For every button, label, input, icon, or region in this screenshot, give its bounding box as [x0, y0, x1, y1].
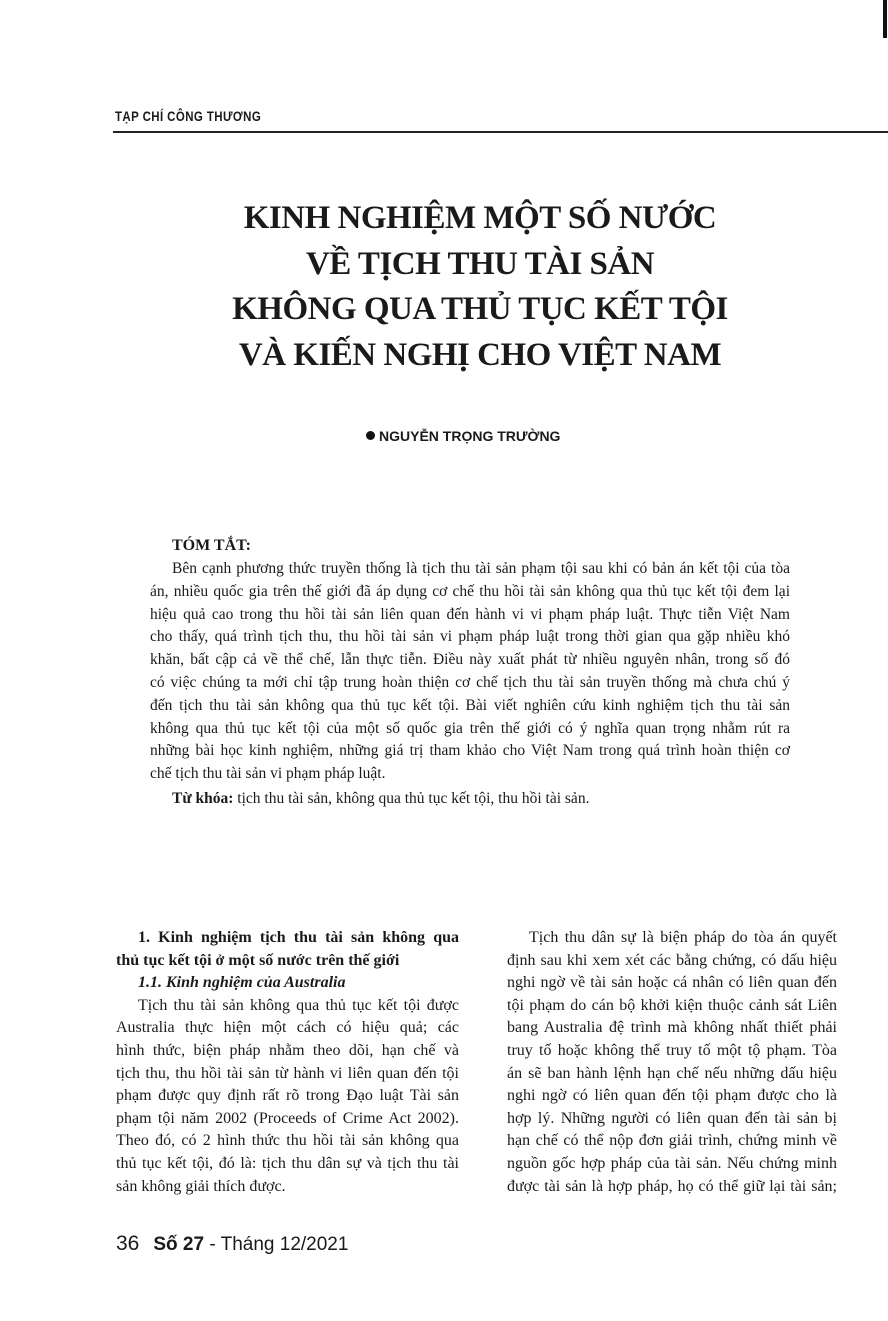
abstract-line: Bên cạnh phương thức truyền thống là tịch thu tài sản phạm tội sau khi có bản án kết tội của tòa — [172, 560, 790, 577]
title-line: VÀ KIẾN NGHỊ CHO VIỆT NAM — [238, 336, 722, 373]
abstract-line: cho thấy, quá trình tịch thu, thu hồi tài sản vi phạm pháp luật trong thời gian qua gặp nhiều khó — [150, 628, 790, 646]
keywords-text: tịch thu tài sản, không qua thủ tục kết tội, thu hồi tài sản. — [233, 789, 590, 807]
body-line: nguồn gốc hợp pháp của tài sản. Nếu chứng minh — [507, 1154, 837, 1172]
body-line: Tịch thu dân sự là biện pháp do tòa án quyết — [529, 929, 837, 946]
body-line: tịch thu, thu hồi tài sản từ hành vi liên quan đến tội — [116, 1064, 459, 1082]
abstract-line: hiệu quả cao trong thu hồi tài sản liên quan đến hành vi vi phạm pháp luật. Thực tiễn Việt Nam — [150, 605, 790, 623]
right-column — [507, 927, 837, 1198]
title-line: KHÔNG QUA THỦ TỤC KẾT TỘI — [232, 291, 728, 327]
abstract-line: không qua thủ tục kết tội của một số quốc gia trên thế giới có ý nghĩa quan trọng nhằm rút ra — [150, 719, 790, 737]
body-line: phạm được quy định rất rõ trong Đạo luật Tài sản — [116, 1087, 459, 1105]
body-line: thủ tục kết tội, đó là: tịch thu dân sự và tịch thu tài — [116, 1154, 459, 1172]
body-line: hình thức, biện pháp nhằm theo dõi, hạn chế và — [116, 1041, 459, 1059]
keywords-label: Từ khóa: — [172, 789, 234, 807]
header-rule — [113, 131, 888, 133]
abstract-line: chế tịch thu tài sản vi phạm pháp luật. — [150, 765, 386, 783]
bullet-icon — [366, 431, 375, 440]
body-line: bang Australia đệ trình mà không nhất thiết phải — [507, 1019, 837, 1037]
body-line: án sẽ ban hành lệnh hạn chế nếu những dấu hiệu — [507, 1064, 837, 1082]
page-number: 36 — [116, 1232, 140, 1255]
issue-number: Số 27 — [153, 1234, 205, 1255]
body-line: sản không giải thích được. — [116, 1177, 286, 1195]
abstract-line: có việc chúng ta mới chỉ tập trung hoàn thiện cơ chế tịch thu tài sản truyền thống mà chưa chú ý — [150, 673, 790, 691]
abstract-line: án, nhiều quốc gia trên thế giới đã áp dụng cơ chế thu hồi tài sản không qua thủ tục kết tội đem lại — [150, 582, 790, 600]
footer-separator: - — [204, 1234, 221, 1255]
body-line: nghi ngờ có liên quan đến tội phạm được cho là — [507, 1087, 837, 1105]
body-line: được tài sản là hợp pháp, họ có thể giữ lại tài sản; — [507, 1177, 837, 1195]
body-line: định sau khi xem xét các bằng chứng, có dấu hiệu — [507, 951, 837, 969]
author — [366, 428, 560, 444]
body-line: Australia thực hiện một cách có hiệu quả; các — [116, 1019, 459, 1037]
scan-edge-mark — [883, 0, 887, 38]
section-heading: thủ tục kết tội ở một số nước trên thế giới — [116, 951, 400, 969]
issue-date: Tháng 12/2021 — [220, 1234, 349, 1255]
keywords — [150, 788, 790, 811]
section-heading: 1. Kinh nghiệm tịch thu tài sản không qua — [138, 929, 459, 946]
abstract-heading: TÓM TẮT: — [172, 537, 251, 554]
abstract-line: đến tịch thu tài sản không qua thủ tục kết tội. Bài viết nghiên cứu kinh nghiệm tịch thu tài sản — [150, 696, 790, 714]
body-line: Tịch thu tài sản không qua thủ tục kết tội được — [138, 996, 459, 1014]
body-line: hạn chế có thể nộp đơn giải trình, chứng minh về — [507, 1132, 837, 1150]
body-line: tội phạm do cán bộ khởi kiện thuộc cảnh sát Liên — [507, 996, 837, 1014]
body-line: Theo đó, có 2 hình thức thu hồi tài sản không qua — [116, 1132, 459, 1150]
body-line: hợp lý. Những người có liên quan đến tài sản bị — [507, 1109, 837, 1127]
page-footer — [116, 1232, 348, 1256]
abstract-line: những bài học kinh nghiệm, những giá trị tham khảo cho Việt Nam trong quá trình hoàn thiện cơ — [150, 742, 790, 760]
body-line: truy tố hoặc không thể truy tố một tộ phạm. Tòa — [507, 1041, 837, 1059]
abstract-body — [150, 558, 790, 811]
subsection-heading: 1.1. Kinh nghiệm của Australia — [138, 974, 346, 992]
left-column — [116, 927, 459, 1198]
body-line: phạm tội năm 2002 (Proceeds of Crime Act 2002). — [116, 1109, 459, 1127]
article-title — [0, 196, 888, 378]
title-line: KINH NGHIỆM MỘT SỐ NƯỚC — [243, 200, 717, 236]
body-line: nghi ngờ về tài sản hoặc cá nhân có liên quan đến — [507, 974, 837, 992]
author-name: NGUYỄN TRỌNG TRƯỜNG — [379, 428, 561, 444]
title-line: VỀ TỊCH THU TÀI SẢN — [305, 245, 655, 282]
abstract-line: khăn, bất cập cả về thể chế, lẫn thực tiễn. Điều này xuất phát từ nhiều nguyên nhân, trong số đó — [150, 651, 790, 669]
journal-name: TẠP CHÍ CÔNG THƯƠNG — [115, 108, 262, 124]
